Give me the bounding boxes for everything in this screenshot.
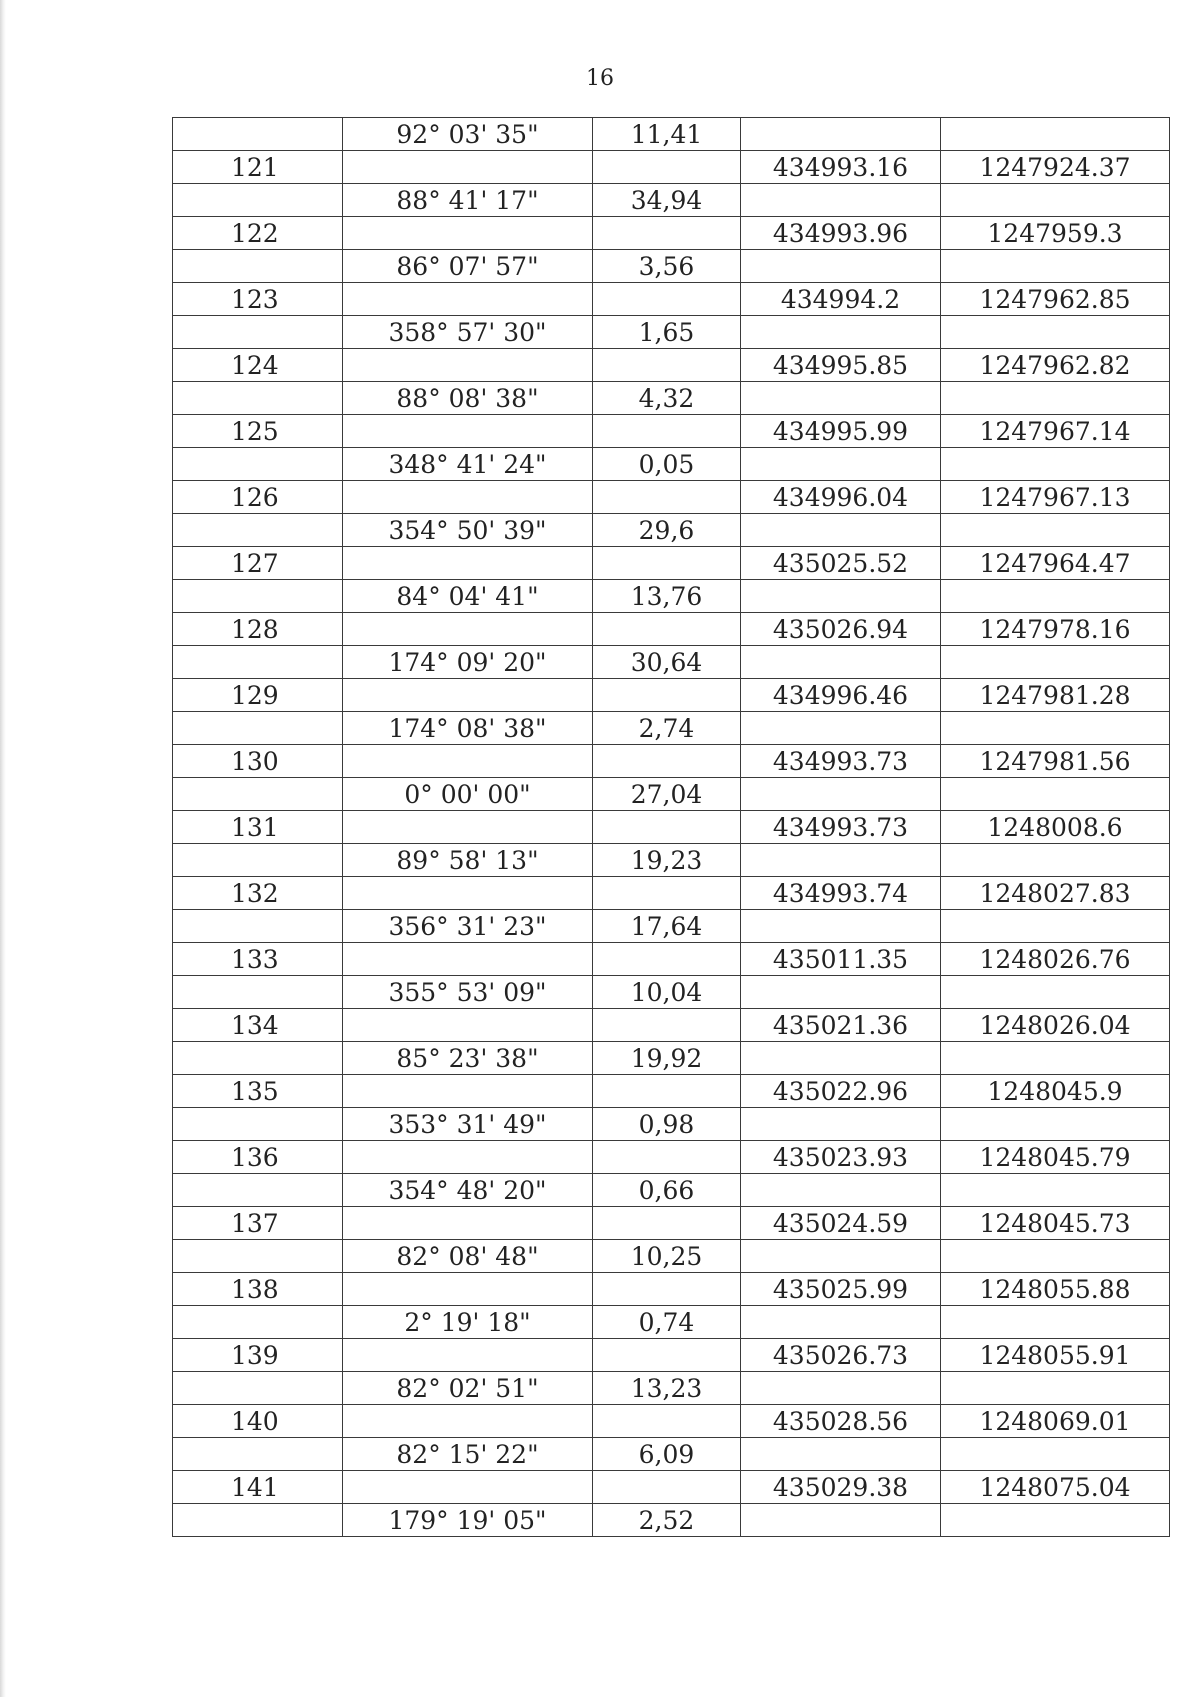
segment-row: [173, 844, 1170, 877]
segment-row: [173, 1240, 1170, 1273]
segment-row: [173, 712, 1170, 745]
empty-cell: [741, 646, 941, 679]
segment-length-cell: 27,04: [593, 778, 741, 811]
empty-cell: [941, 712, 1170, 745]
empty-cell: [593, 151, 741, 184]
segment-length-cell: 13,23: [593, 1372, 741, 1405]
y-coordinate-cell: 1248008.6: [941, 811, 1170, 844]
direction-angle-cell: 82° 08' 48": [343, 1240, 593, 1273]
x-coordinate-cell: 434993.96: [741, 217, 941, 250]
point-row: [173, 943, 1170, 976]
point-number-cell: 132: [173, 877, 343, 910]
empty-cell: [343, 481, 593, 514]
empty-cell: [941, 976, 1170, 1009]
page-number: 16: [586, 66, 614, 91]
direction-angle-cell: 92° 03' 35": [343, 118, 593, 151]
y-coordinate-cell: 1248026.04: [941, 1009, 1170, 1042]
point-number-cell: 133: [173, 943, 343, 976]
empty-cell: [593, 1009, 741, 1042]
empty-cell: [173, 844, 343, 877]
point-number-cell: 129: [173, 679, 343, 712]
empty-cell: [343, 811, 593, 844]
empty-cell: [173, 1438, 343, 1471]
segment-row: [173, 910, 1170, 943]
x-coordinate-cell: 434993.73: [741, 745, 941, 778]
y-coordinate-cell: 1247981.28: [941, 679, 1170, 712]
empty-cell: [941, 514, 1170, 547]
segment-row: [173, 976, 1170, 1009]
empty-cell: [593, 811, 741, 844]
empty-cell: [741, 580, 941, 613]
segment-row: [173, 184, 1170, 217]
empty-cell: [593, 415, 741, 448]
empty-cell: [941, 1504, 1170, 1537]
point-number-cell: 125: [173, 415, 343, 448]
empty-cell: [343, 217, 593, 250]
empty-cell: [741, 712, 941, 745]
empty-cell: [941, 448, 1170, 481]
empty-cell: [941, 250, 1170, 283]
empty-cell: [741, 844, 941, 877]
point-number-cell: 134: [173, 1009, 343, 1042]
empty-cell: [941, 316, 1170, 349]
empty-cell: [941, 1240, 1170, 1273]
empty-cell: [941, 1042, 1170, 1075]
empty-cell: [173, 778, 343, 811]
empty-cell: [173, 1372, 343, 1405]
empty-cell: [343, 679, 593, 712]
empty-cell: [173, 118, 343, 151]
empty-cell: [941, 844, 1170, 877]
x-coordinate-cell: 434993.74: [741, 877, 941, 910]
point-row: [173, 1141, 1170, 1174]
point-row: [173, 547, 1170, 580]
empty-cell: [741, 778, 941, 811]
segment-row: [173, 1504, 1170, 1537]
x-coordinate-cell: 435028.56: [741, 1405, 941, 1438]
segment-length-cell: 10,25: [593, 1240, 741, 1273]
point-row: [173, 1405, 1170, 1438]
segment-row: [173, 382, 1170, 415]
empty-cell: [173, 1174, 343, 1207]
empty-cell: [343, 547, 593, 580]
segment-row: [173, 1042, 1170, 1075]
empty-cell: [593, 1273, 741, 1306]
segment-length-cell: 2,74: [593, 712, 741, 745]
segment-row: [173, 1108, 1170, 1141]
direction-angle-cell: 0° 00' 00": [343, 778, 593, 811]
y-coordinate-cell: 1247967.13: [941, 481, 1170, 514]
empty-cell: [741, 1306, 941, 1339]
segment-length-cell: 3,56: [593, 250, 741, 283]
point-row: [173, 283, 1170, 316]
direction-angle-cell: 179° 19' 05": [343, 1504, 593, 1537]
direction-angle-cell: 86° 07' 57": [343, 250, 593, 283]
empty-cell: [941, 1174, 1170, 1207]
empty-cell: [941, 1108, 1170, 1141]
empty-cell: [173, 1108, 343, 1141]
y-coordinate-cell: 1247981.56: [941, 745, 1170, 778]
point-number-cell: 130: [173, 745, 343, 778]
empty-cell: [173, 1504, 343, 1537]
point-row: [173, 1273, 1170, 1306]
x-coordinate-cell: 435021.36: [741, 1009, 941, 1042]
x-coordinate-cell: 434995.99: [741, 415, 941, 448]
direction-angle-cell: 85° 23' 38": [343, 1042, 593, 1075]
empty-cell: [941, 1372, 1170, 1405]
direction-angle-cell: 354° 48' 20": [343, 1174, 593, 1207]
point-number-cell: 127: [173, 547, 343, 580]
x-coordinate-cell: 434993.73: [741, 811, 941, 844]
point-number-cell: 121: [173, 151, 343, 184]
empty-cell: [741, 910, 941, 943]
empty-cell: [593, 613, 741, 646]
x-coordinate-cell: 435029.38: [741, 1471, 941, 1504]
point-row: [173, 877, 1170, 910]
empty-cell: [593, 217, 741, 250]
empty-cell: [343, 613, 593, 646]
empty-cell: [173, 1306, 343, 1339]
y-coordinate-cell: 1248027.83: [941, 877, 1170, 910]
direction-angle-cell: 82° 02' 51": [343, 1372, 593, 1405]
x-coordinate-cell: 435011.35: [741, 943, 941, 976]
empty-cell: [941, 118, 1170, 151]
segment-length-cell: 13,76: [593, 580, 741, 613]
point-row: [173, 1471, 1170, 1504]
direction-angle-cell: 89° 58' 13": [343, 844, 593, 877]
segment-row: [173, 118, 1170, 151]
empty-cell: [173, 976, 343, 1009]
empty-cell: [343, 943, 593, 976]
empty-cell: [343, 349, 593, 382]
direction-angle-cell: 354° 50' 39": [343, 514, 593, 547]
point-number-cell: 140: [173, 1405, 343, 1438]
empty-cell: [173, 448, 343, 481]
direction-angle-cell: 174° 08' 38": [343, 712, 593, 745]
empty-cell: [741, 1174, 941, 1207]
direction-angle-cell: 348° 41' 24": [343, 448, 593, 481]
empty-cell: [741, 118, 941, 151]
x-coordinate-cell: 435024.59: [741, 1207, 941, 1240]
y-coordinate-cell: 1247978.16: [941, 613, 1170, 646]
point-row: [173, 1339, 1170, 1372]
empty-cell: [593, 1075, 741, 1108]
empty-cell: [941, 778, 1170, 811]
y-coordinate-cell: 1247924.37: [941, 151, 1170, 184]
segment-length-cell: 10,04: [593, 976, 741, 1009]
empty-cell: [741, 184, 941, 217]
segment-row: [173, 316, 1170, 349]
empty-cell: [343, 283, 593, 316]
x-coordinate-cell: 435026.73: [741, 1339, 941, 1372]
empty-cell: [593, 745, 741, 778]
empty-cell: [343, 1273, 593, 1306]
empty-cell: [741, 514, 941, 547]
segment-length-cell: 0,66: [593, 1174, 741, 1207]
y-coordinate-cell: 1248045.9: [941, 1075, 1170, 1108]
empty-cell: [741, 976, 941, 1009]
segment-length-cell: 29,6: [593, 514, 741, 547]
point-row: [173, 811, 1170, 844]
empty-cell: [593, 943, 741, 976]
empty-cell: [593, 1207, 741, 1240]
empty-cell: [173, 1042, 343, 1075]
segment-length-cell: 34,94: [593, 184, 741, 217]
empty-cell: [741, 1372, 941, 1405]
empty-cell: [173, 646, 343, 679]
direction-angle-cell: 355° 53' 09": [343, 976, 593, 1009]
empty-cell: [343, 745, 593, 778]
empty-cell: [173, 316, 343, 349]
point-row: [173, 613, 1170, 646]
y-coordinate-cell: 1247967.14: [941, 415, 1170, 448]
x-coordinate-cell: 435023.93: [741, 1141, 941, 1174]
point-row: [173, 1009, 1170, 1042]
point-row: [173, 1075, 1170, 1108]
x-coordinate-cell: 435025.99: [741, 1273, 941, 1306]
point-row: [173, 679, 1170, 712]
point-row: [173, 151, 1170, 184]
point-number-cell: 136: [173, 1141, 343, 1174]
point-number-cell: 137: [173, 1207, 343, 1240]
empty-cell: [741, 1108, 941, 1141]
empty-cell: [741, 1240, 941, 1273]
segment-length-cell: 1,65: [593, 316, 741, 349]
empty-cell: [593, 349, 741, 382]
empty-cell: [593, 1339, 741, 1372]
x-coordinate-cell: 435022.96: [741, 1075, 941, 1108]
point-number-cell: 141: [173, 1471, 343, 1504]
segment-length-cell: 19,92: [593, 1042, 741, 1075]
empty-cell: [741, 316, 941, 349]
empty-cell: [343, 1405, 593, 1438]
y-coordinate-cell: 1248045.79: [941, 1141, 1170, 1174]
empty-cell: [941, 382, 1170, 415]
y-coordinate-cell: 1248045.73: [941, 1207, 1170, 1240]
segment-length-cell: 0,74: [593, 1306, 741, 1339]
direction-angle-cell: 84° 04' 41": [343, 580, 593, 613]
point-number-cell: 138: [173, 1273, 343, 1306]
segment-length-cell: 4,32: [593, 382, 741, 415]
x-coordinate-cell: 435026.94: [741, 613, 941, 646]
point-row: [173, 349, 1170, 382]
y-coordinate-cell: 1248055.88: [941, 1273, 1170, 1306]
point-number-cell: 128: [173, 613, 343, 646]
x-coordinate-cell: 434996.04: [741, 481, 941, 514]
segment-length-cell: 17,64: [593, 910, 741, 943]
y-coordinate-cell: 1247962.82: [941, 349, 1170, 382]
direction-angle-cell: 88° 08' 38": [343, 382, 593, 415]
empty-cell: [343, 151, 593, 184]
segment-row: [173, 250, 1170, 283]
point-number-cell: 135: [173, 1075, 343, 1108]
empty-cell: [343, 1075, 593, 1108]
coordinates-table-body: [173, 118, 1170, 1537]
point-row: [173, 415, 1170, 448]
segment-length-cell: 2,52: [593, 1504, 741, 1537]
empty-cell: [343, 877, 593, 910]
direction-angle-cell: 353° 31' 49": [343, 1108, 593, 1141]
y-coordinate-cell: 1248055.91: [941, 1339, 1170, 1372]
empty-cell: [741, 448, 941, 481]
empty-cell: [343, 1009, 593, 1042]
empty-cell: [941, 184, 1170, 217]
segment-row: [173, 778, 1170, 811]
segment-length-cell: 11,41: [593, 118, 741, 151]
segment-length-cell: 30,64: [593, 646, 741, 679]
point-row: [173, 745, 1170, 778]
segment-row: [173, 646, 1170, 679]
coordinates-table: [172, 117, 1170, 1537]
y-coordinate-cell: 1248026.76: [941, 943, 1170, 976]
segment-length-cell: 0,05: [593, 448, 741, 481]
empty-cell: [593, 877, 741, 910]
point-row: [173, 217, 1170, 250]
empty-cell: [941, 1306, 1170, 1339]
point-row: [173, 1207, 1170, 1240]
empty-cell: [593, 1405, 741, 1438]
scan-edge-shadow: [0, 0, 6, 1697]
direction-angle-cell: 88° 41' 17": [343, 184, 593, 217]
point-number-cell: 139: [173, 1339, 343, 1372]
x-coordinate-cell: 434994.2: [741, 283, 941, 316]
segment-row: [173, 448, 1170, 481]
direction-angle-cell: 174° 09' 20": [343, 646, 593, 679]
empty-cell: [343, 1471, 593, 1504]
empty-cell: [593, 481, 741, 514]
empty-cell: [343, 1207, 593, 1240]
segment-length-cell: 19,23: [593, 844, 741, 877]
empty-cell: [593, 547, 741, 580]
empty-cell: [741, 250, 941, 283]
segment-row: [173, 1438, 1170, 1471]
empty-cell: [593, 1141, 741, 1174]
empty-cell: [173, 514, 343, 547]
empty-cell: [343, 1141, 593, 1174]
empty-cell: [593, 283, 741, 316]
empty-cell: [741, 1438, 941, 1471]
direction-angle-cell: 358° 57' 30": [343, 316, 593, 349]
direction-angle-cell: 2° 19' 18": [343, 1306, 593, 1339]
point-number-cell: 123: [173, 283, 343, 316]
empty-cell: [941, 1438, 1170, 1471]
direction-angle-cell: 356° 31' 23": [343, 910, 593, 943]
point-row: [173, 481, 1170, 514]
x-coordinate-cell: 434996.46: [741, 679, 941, 712]
empty-cell: [941, 646, 1170, 679]
segment-length-cell: 0,98: [593, 1108, 741, 1141]
empty-cell: [593, 1471, 741, 1504]
y-coordinate-cell: 1247959.3: [941, 217, 1170, 250]
empty-cell: [343, 1339, 593, 1372]
point-number-cell: 124: [173, 349, 343, 382]
segment-row: [173, 580, 1170, 613]
empty-cell: [343, 415, 593, 448]
segment-length-cell: 6,09: [593, 1438, 741, 1471]
segment-row: [173, 1174, 1170, 1207]
empty-cell: [173, 910, 343, 943]
empty-cell: [741, 382, 941, 415]
segment-row: [173, 514, 1170, 547]
point-number-cell: 122: [173, 217, 343, 250]
empty-cell: [173, 382, 343, 415]
point-number-cell: 126: [173, 481, 343, 514]
y-coordinate-cell: 1247964.47: [941, 547, 1170, 580]
x-coordinate-cell: 434993.16: [741, 151, 941, 184]
x-coordinate-cell: 434995.85: [741, 349, 941, 382]
empty-cell: [741, 1042, 941, 1075]
empty-cell: [173, 184, 343, 217]
empty-cell: [941, 580, 1170, 613]
empty-cell: [173, 712, 343, 745]
point-number-cell: 131: [173, 811, 343, 844]
empty-cell: [741, 1504, 941, 1537]
empty-cell: [173, 1240, 343, 1273]
segment-row: [173, 1372, 1170, 1405]
direction-angle-cell: 82° 15' 22": [343, 1438, 593, 1471]
y-coordinate-cell: 1248075.04: [941, 1471, 1170, 1504]
y-coordinate-cell: 1248069.01: [941, 1405, 1170, 1438]
x-coordinate-cell: 435025.52: [741, 547, 941, 580]
empty-cell: [173, 580, 343, 613]
empty-cell: [941, 910, 1170, 943]
empty-cell: [593, 679, 741, 712]
y-coordinate-cell: 1247962.85: [941, 283, 1170, 316]
empty-cell: [173, 250, 343, 283]
segment-row: [173, 1306, 1170, 1339]
